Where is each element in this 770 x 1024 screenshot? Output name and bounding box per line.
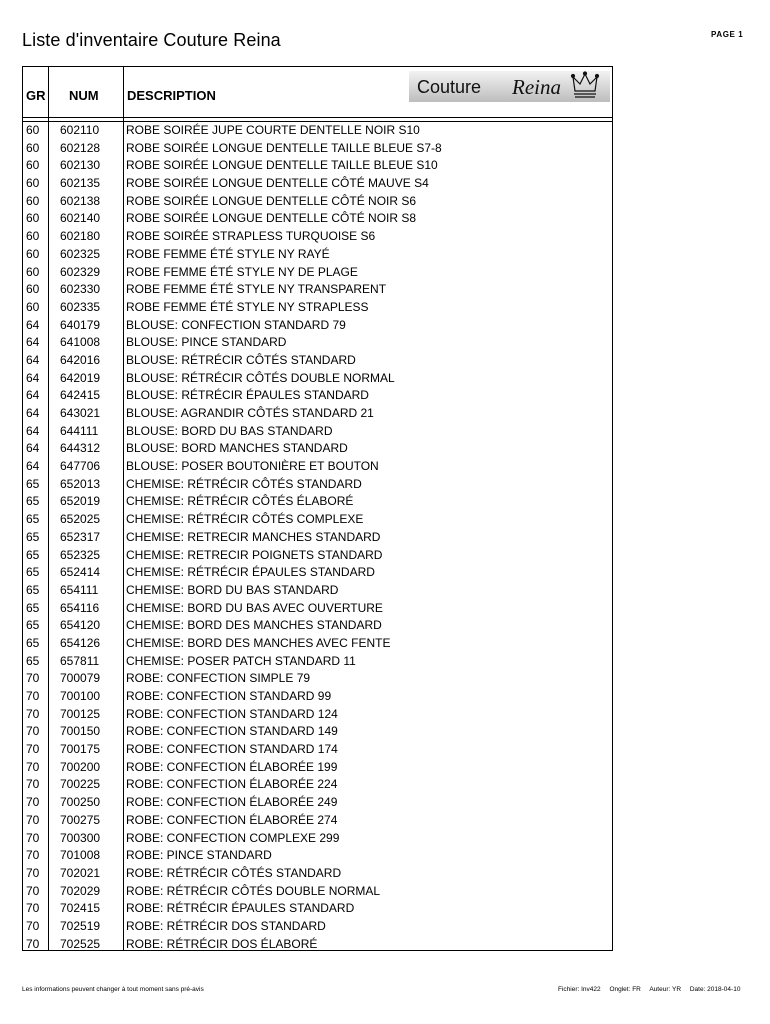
row-number: 700125 bbox=[60, 706, 101, 721]
table-row bbox=[23, 670, 612, 688]
row-group: 65 bbox=[26, 529, 40, 544]
table-row bbox=[23, 476, 612, 494]
row-number: 602128 bbox=[60, 140, 101, 155]
table-row bbox=[23, 210, 612, 228]
row-description: ROBE: CONFECTION STANDARD 99 bbox=[126, 689, 332, 703]
row-description: ROBE FEMME ÉTÉ STYLE NY TRANSPARENT bbox=[126, 282, 387, 297]
row-number: 700175 bbox=[60, 742, 101, 757]
table-row bbox=[23, 440, 612, 458]
row-group: 70 bbox=[26, 671, 40, 686]
table-row bbox=[23, 706, 612, 724]
table-row bbox=[23, 193, 612, 211]
row-description: CHEMISE: BORD DES MANCHES AVEC FENTE bbox=[126, 635, 391, 650]
row-number: 602325 bbox=[60, 246, 101, 261]
row-number: 702519 bbox=[60, 918, 101, 933]
row-number: 642415 bbox=[60, 388, 101, 403]
row-group: 60 bbox=[26, 246, 40, 261]
row-group: 65 bbox=[26, 547, 40, 562]
header-rule bbox=[23, 117, 612, 118]
row-group: 60 bbox=[26, 282, 40, 297]
row-number: 641008 bbox=[60, 335, 101, 350]
table-row bbox=[23, 246, 612, 264]
row-description: ROBE: CONFECTION ÉLABORÉE 274 bbox=[126, 812, 338, 827]
row-group: 70 bbox=[26, 848, 40, 863]
row-group: 64 bbox=[26, 441, 40, 456]
row-group: 65 bbox=[26, 582, 40, 597]
row-number: 700200 bbox=[60, 759, 101, 774]
row-group: 65 bbox=[26, 653, 40, 668]
row-description: ROBE SOIRÉE JUPE COURTE DENTELLE NOIR S10 bbox=[126, 123, 420, 137]
table-row bbox=[23, 883, 612, 901]
row-group: 60 bbox=[26, 299, 40, 314]
row-number: 654120 bbox=[60, 618, 101, 633]
table-row bbox=[23, 688, 612, 706]
table-row bbox=[23, 387, 612, 405]
table-row bbox=[23, 370, 612, 388]
row-description: CHEMISE: RETRECIR MANCHES STANDARD bbox=[126, 529, 381, 544]
table-row bbox=[23, 918, 612, 936]
row-description: ROBE: CONFECTION ÉLABORÉE 249 bbox=[126, 795, 338, 810]
author-name: Auteur: YR bbox=[649, 986, 682, 993]
row-group: 64 bbox=[26, 370, 40, 385]
row-group: 65 bbox=[26, 476, 40, 491]
row-number: 602330 bbox=[60, 282, 101, 297]
table-row bbox=[23, 564, 612, 582]
row-group: 64 bbox=[26, 335, 40, 350]
row-description: ROBE: RÉTRÉCIR CÔTÉS STANDARD bbox=[126, 865, 342, 880]
table-row bbox=[23, 334, 612, 352]
row-description: CHEMISE: RÉTRÉCIR CÔTÉS ÉLABORÉ bbox=[126, 494, 354, 509]
row-number: 700100 bbox=[60, 689, 101, 703]
table-row bbox=[23, 600, 612, 618]
row-description: ROBE FEMME ÉTÉ STYLE NY DE PLAGE bbox=[126, 264, 358, 279]
row-description: ROBE: CONFECTION STANDARD 124 bbox=[126, 706, 338, 721]
row-group: 60 bbox=[26, 264, 40, 279]
row-description: CHEMISE: BORD DES MANCHES STANDARD bbox=[126, 618, 382, 633]
row-number: 702525 bbox=[60, 936, 101, 951]
row-group: 60 bbox=[26, 158, 40, 173]
row-number: 643021 bbox=[60, 406, 101, 420]
table-row bbox=[23, 776, 612, 794]
row-number: 702029 bbox=[60, 883, 101, 898]
row-number: 654116 bbox=[60, 600, 100, 615]
table-row bbox=[23, 529, 612, 547]
table-row bbox=[23, 759, 612, 777]
row-number: 652025 bbox=[60, 512, 101, 527]
row-number: 654126 bbox=[60, 635, 101, 650]
row-group: 70 bbox=[26, 812, 40, 827]
row-number: 700250 bbox=[60, 795, 101, 810]
row-description: ROBE SOIRÉE LONGUE DENTELLE CÔTÉ NOIR S8 bbox=[126, 211, 417, 226]
table-row bbox=[23, 264, 612, 282]
row-description: CHEMISE: BORD DU BAS AVEC OUVERTURE bbox=[126, 600, 383, 615]
row-group: 60 bbox=[26, 140, 40, 155]
table-row bbox=[23, 794, 612, 812]
row-group: 60 bbox=[26, 229, 40, 244]
row-description: ROBE: RÉTRÉCIR ÉPAULES STANDARD bbox=[126, 901, 355, 916]
table-row bbox=[23, 299, 612, 317]
row-group: 70 bbox=[26, 689, 40, 703]
table-row bbox=[23, 228, 612, 246]
row-description: ROBE: CONFECTION SIMPLE 79 bbox=[126, 671, 311, 686]
row-description: BLOUSE: PINCE STANDARD bbox=[126, 335, 287, 350]
row-group: 64 bbox=[26, 388, 40, 403]
row-description: ROBE SOIRÉE LONGUE DENTELLE TAILLE BLEUE S7-8 bbox=[126, 140, 442, 155]
table-row bbox=[23, 140, 612, 158]
table-row bbox=[23, 741, 612, 759]
row-group: 64 bbox=[26, 459, 40, 474]
row-group: 64 bbox=[26, 317, 40, 332]
row-number: 644312 bbox=[60, 441, 101, 456]
row-description: BLOUSE: RÉTRÉCIR CÔTÉS DOUBLE NORMAL bbox=[126, 370, 395, 385]
table-row bbox=[23, 511, 612, 529]
row-number: 657811 bbox=[60, 653, 100, 668]
row-number: 602329 bbox=[60, 264, 101, 279]
table-row bbox=[23, 122, 612, 140]
row-description: ROBE SOIRÉE LONGUE DENTELLE CÔTÉ MAUVE S4 bbox=[126, 176, 429, 191]
row-group: 65 bbox=[26, 635, 40, 650]
table-row bbox=[23, 458, 612, 476]
row-number: 702415 bbox=[60, 901, 101, 916]
column-header-description: DESCRIPTION bbox=[127, 88, 216, 103]
row-group: 64 bbox=[26, 352, 40, 367]
row-number: 652013 bbox=[60, 476, 101, 491]
document-title: Liste d'inventaire Couture Reina bbox=[22, 30, 281, 50]
row-description: CHEMISE: BORD DU BAS STANDARD bbox=[126, 582, 339, 597]
row-number: 700225 bbox=[60, 777, 101, 792]
row-description: CHEMISE: RETRECIR POIGNETS STANDARD bbox=[126, 547, 383, 562]
row-group: 65 bbox=[26, 600, 40, 615]
table-body bbox=[23, 122, 612, 953]
row-group: 64 bbox=[26, 406, 40, 420]
row-description: BLOUSE: RÉTRÉCIR ÉPAULES STANDARD bbox=[126, 388, 369, 403]
page-number: PAGE 1 bbox=[711, 30, 744, 39]
row-group: 70 bbox=[26, 936, 40, 951]
table-row bbox=[23, 547, 612, 565]
row-group: 60 bbox=[26, 211, 40, 226]
row-number: 700275 bbox=[60, 812, 101, 827]
row-description: ROBE: CONFECTION ÉLABORÉE 224 bbox=[126, 777, 338, 792]
table-row bbox=[23, 175, 612, 193]
row-group: 70 bbox=[26, 795, 40, 810]
row-number: 654111 bbox=[60, 582, 99, 597]
row-number: 652325 bbox=[60, 547, 101, 562]
file-info bbox=[558, 986, 747, 993]
row-group: 70 bbox=[26, 901, 40, 916]
row-number: 644111 bbox=[60, 423, 99, 438]
column-header-gr: GR bbox=[26, 88, 46, 103]
row-description: ROBE SOIRÉE STRAPLESS TURQUOISE S6 bbox=[126, 229, 376, 244]
row-description: BLOUSE: BORD DU BAS STANDARD bbox=[126, 423, 333, 438]
table-row bbox=[23, 617, 612, 635]
row-number: 702021 bbox=[60, 865, 101, 880]
row-description: ROBE FEMME ÉTÉ STYLE NY STRAPLESS bbox=[126, 299, 369, 314]
table-row bbox=[23, 317, 612, 335]
row-description: CHEMISE: RÉTRÉCIR CÔTÉS COMPLEXE bbox=[126, 512, 364, 527]
row-number: 700079 bbox=[60, 671, 101, 686]
row-group: 70 bbox=[26, 865, 40, 880]
row-group: 70 bbox=[26, 918, 40, 933]
row-number: 602140 bbox=[60, 211, 101, 226]
couture-reina-logo bbox=[409, 71, 610, 102]
row-description: ROBE: CONFECTION STANDARD 174 bbox=[126, 742, 338, 757]
row-group: 65 bbox=[26, 494, 40, 509]
table-row bbox=[23, 900, 612, 918]
document-date: Date: 2018-04-10 bbox=[689, 986, 741, 993]
table-row bbox=[23, 281, 612, 299]
row-description: ROBE: CONFECTION ÉLABORÉE 199 bbox=[126, 759, 338, 774]
disclaimer-text: Les informations peuvent changer à tout moment sans pré-avis bbox=[22, 986, 204, 993]
row-group: 70 bbox=[26, 830, 40, 845]
logo-word-couture: Couture bbox=[417, 77, 482, 97]
row-number: 602130 bbox=[60, 158, 101, 173]
row-number: 647706 bbox=[60, 459, 101, 474]
row-description: BLOUSE: AGRANDIR CÔTÉS STANDARD 21 bbox=[126, 406, 374, 420]
table-row bbox=[23, 847, 612, 865]
row-number: 701008 bbox=[60, 848, 101, 863]
row-group: 65 bbox=[26, 512, 40, 527]
row-number: 640179 bbox=[60, 317, 101, 332]
table-row bbox=[23, 423, 612, 441]
row-group: 60 bbox=[26, 123, 40, 137]
row-description: ROBE: RÉTRÉCIR DOS ÉLABORÉ bbox=[126, 936, 318, 951]
row-number: 602335 bbox=[60, 299, 101, 314]
row-description: BLOUSE: CONFECTION STANDARD 79 bbox=[126, 317, 346, 332]
row-number: 700300 bbox=[60, 830, 101, 845]
row-number: 642016 bbox=[60, 352, 101, 367]
row-group: 60 bbox=[26, 176, 40, 191]
row-group: 70 bbox=[26, 883, 40, 898]
table-row bbox=[23, 830, 612, 848]
row-number: 652019 bbox=[60, 494, 101, 509]
row-description: ROBE: RÉTRÉCIR CÔTÉS DOUBLE NORMAL bbox=[126, 883, 381, 898]
row-group: 70 bbox=[26, 777, 40, 792]
row-group: 70 bbox=[26, 706, 40, 721]
row-description: BLOUSE: RÉTRÉCIR CÔTÉS STANDARD bbox=[126, 352, 356, 367]
column-header-num: NUM bbox=[69, 88, 99, 103]
row-group: 60 bbox=[26, 193, 40, 208]
inventory-table bbox=[22, 66, 613, 951]
row-description: ROBE FEMME ÉTÉ STYLE NY RAYÉ bbox=[126, 246, 330, 261]
row-description: BLOUSE: BORD MANCHES STANDARD bbox=[126, 441, 348, 456]
row-group: 70 bbox=[26, 759, 40, 774]
row-description: CHEMISE: RÉTRÉCIR CÔTÉS STANDARD bbox=[126, 476, 362, 491]
row-number: 642019 bbox=[60, 370, 101, 385]
row-description: ROBE SOIRÉE LONGUE DENTELLE CÔTÉ NOIR S6 bbox=[126, 193, 417, 208]
row-number: 602180 bbox=[60, 229, 101, 244]
table-row bbox=[23, 493, 612, 511]
row-group: 65 bbox=[26, 618, 40, 633]
row-group: 64 bbox=[26, 423, 40, 438]
row-description: ROBE: CONFECTION STANDARD 149 bbox=[126, 724, 338, 739]
row-group: 70 bbox=[26, 724, 40, 739]
row-description: CHEMISE: RÉTRÉCIR ÉPAULES STANDARD bbox=[126, 565, 375, 580]
table-row bbox=[23, 865, 612, 883]
logo-word-reina: Reina bbox=[512, 75, 561, 99]
table-row bbox=[23, 812, 612, 830]
table-row bbox=[23, 352, 612, 370]
row-description: ROBE: CONFECTION COMPLEXE 299 bbox=[126, 830, 340, 845]
table-row bbox=[23, 936, 612, 954]
tab-name: Onglet: FR bbox=[609, 986, 641, 993]
row-description: ROBE SOIRÉE LONGUE DENTELLE TAILLE BLEUE S10 bbox=[126, 158, 438, 173]
row-description: ROBE: RÉTRÉCIR DOS STANDARD bbox=[126, 918, 326, 933]
table-row bbox=[23, 723, 612, 741]
table-row bbox=[23, 405, 612, 423]
row-number: 652414 bbox=[60, 565, 101, 580]
row-group: 70 bbox=[26, 742, 40, 757]
row-number: 602135 bbox=[60, 176, 101, 191]
row-number: 652317 bbox=[60, 529, 101, 544]
row-description: CHEMISE: POSER PATCH STANDARD 11 bbox=[126, 653, 356, 668]
row-group: 65 bbox=[26, 565, 40, 580]
row-number: 700150 bbox=[60, 724, 101, 739]
file-name: Fichier: Inv422 bbox=[558, 986, 601, 993]
table-row bbox=[23, 653, 612, 671]
table-row bbox=[23, 582, 612, 600]
row-description: BLOUSE: POSER BOUTONIÈRE ET BOUTON bbox=[126, 459, 379, 474]
table-row bbox=[23, 157, 612, 175]
table-row bbox=[23, 635, 612, 653]
row-number: 602110 bbox=[60, 123, 100, 137]
row-description: ROBE: PINCE STANDARD bbox=[126, 848, 272, 863]
row-number: 602138 bbox=[60, 193, 101, 208]
